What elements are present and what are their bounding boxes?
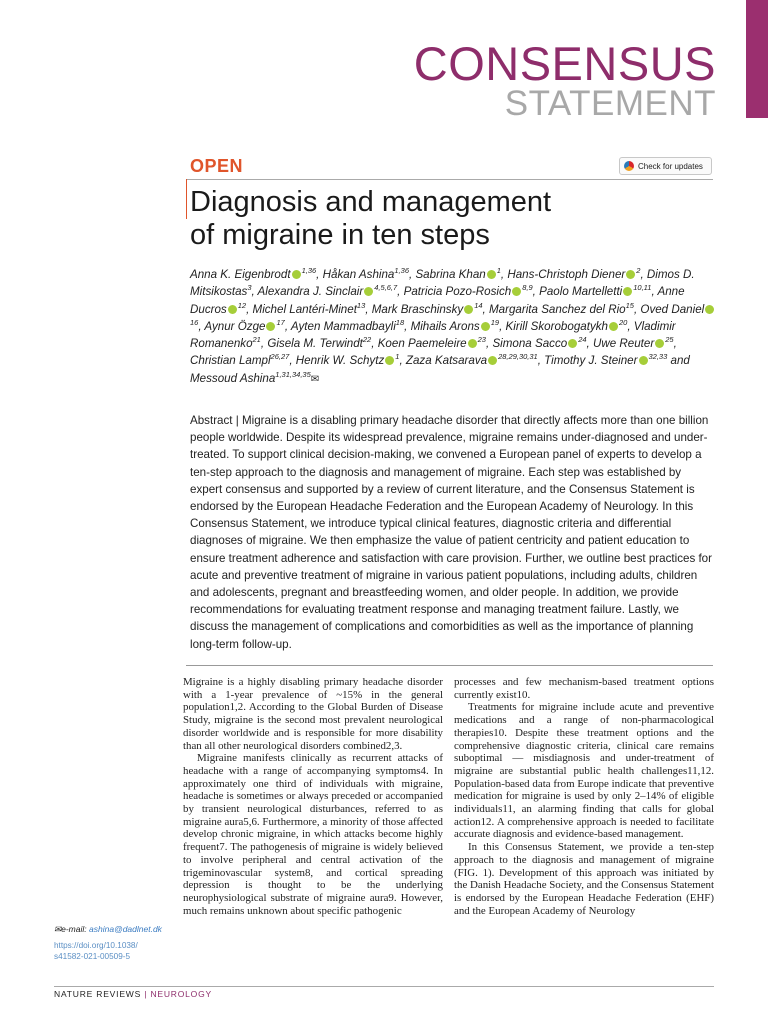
author-name: Uwe Reuter (593, 337, 655, 351)
author-affiliation: 22 (362, 335, 372, 345)
author-name: Patricia Pozo-Rosich (403, 285, 512, 299)
orcid-icon[interactable] (364, 287, 373, 296)
check-for-updates-button[interactable] (619, 157, 712, 175)
orcid-icon[interactable] (655, 339, 664, 348)
orcid-icon[interactable] (512, 287, 521, 296)
author-affiliation: 19 (490, 318, 500, 328)
author-affiliation: 4,5,6,7 (374, 283, 398, 293)
author-name: Anna K. Eigenbrodt (190, 268, 291, 281)
correspondence-email (54, 924, 162, 935)
orcid-icon[interactable] (609, 322, 618, 331)
journal-color-tab (746, 0, 768, 118)
title-line-2: of migraine in ten steps (190, 219, 490, 251)
author-name: Margarita Sanchez del Rio (489, 302, 626, 316)
publisher-name: NATURE REVIEWS (54, 989, 142, 999)
orcid-icon[interactable] (266, 322, 275, 331)
author-affiliation: 24 (578, 335, 587, 345)
section-label-consensus: CONSENSUS (413, 37, 716, 90)
body-column-left (183, 676, 443, 917)
author-affiliation: 26,27 (270, 352, 290, 362)
author-name: Aynur Özge (204, 319, 266, 333)
author-name: Anne Ducros (190, 285, 685, 316)
author-affiliation: 15 (625, 300, 634, 310)
article-title (190, 186, 690, 252)
author-name: Simona Sacco (492, 337, 568, 351)
body-paragraph: Migraine manifests clinically as recurrent attacks of headache with a range of accompanying symptoms4. In approximately one third of individuals with migraine, headache is sometimes or always preceded or accompanied by transient neurological disturbances, referred to as migraine aura5,6. Furthermore, a minority of those affected develop chronic migraine, in which attacks become highly frequent7. The pathogenesis of migraine is widely believed to involve peripheral and central activation of the trigeminovascular system8, and cortical spreading depression is thought to be the underlying neurophysiological substrate of migraine aura9. However, much remains unknown about specific pathogenic (183, 752, 443, 917)
author-name: Oved Daniel (640, 302, 705, 316)
author-name: Michel Lantéri-Minet (252, 302, 357, 316)
author-name: Christian Lampl (190, 354, 271, 368)
body-paragraph: In this Consensus Statement, we provide a ten-step approach to the diagnosis and management of migraine (FIG. 1). Development of this approach was initiated by the Danish Headache Society, and the Consensus Statement is endorsed by the European Headache Federation (EHF) and the European Academy of Neurology (454, 841, 714, 917)
check-for-updates-label: Check for updates (638, 161, 703, 171)
doi-line-2: s41582-021-00509-5 (54, 952, 131, 961)
author-name: Alexandra J. Sinclair (257, 285, 364, 299)
author-name: Gisela M. Terwindt (267, 337, 363, 351)
author-affiliation: 10,11 (633, 283, 652, 293)
author-affiliation: 17 (276, 318, 285, 328)
orcid-icon[interactable] (228, 305, 237, 314)
envelope-icon: ✉ (54, 924, 62, 934)
author-affiliation: 32,33 (648, 352, 668, 362)
journal-name: NEUROLOGY (150, 989, 212, 999)
author-affiliation: 8,9 (522, 283, 533, 293)
author-list: Anna K. Eigenbrodt $^{1,36}$, Håkan Ashina$^{1,36}$, Sabrina Khan $^1$, Hans-Christoph Diener $^2$, Dimos D. Mitsikostas$^3$, Alexandra J. Sinclair $^{4,5,6,7}$, Patricia Pozo-Rosich $^{8,9}$, Paolo Martelletti $^{10,11}$, Anne Ducros $^{12}$, Michel Lantéri-Minet$^{13}$, Mark Braschinsky $^{14}$, Margarita Sanchez del Rio$^{15}$, Oved Daniel$^{16}$, Aynur Özge $^{17}$, Ayten Mammadbayli$^{18}$, Mihails Arons $^{19}$, Kirill Skorobogatykh $^{20}$, Vladimir Romanenko$^{21}$, Gisela M. Terwindt$^{22}$, Koen Paemeleire $^{23}$, Simona Sacco $^{24}$, Uwe Reuter $^{25}$, Christian Lampl$^{26,27}$, Henrik W. Schytz $^1$, Zaza Katsarava $^{28,29,30,31}$, Timothy J. Steiner $^{32,33}$ and Messoud Ashina$^{1,31,34,35}$✉ (190, 266, 718, 388)
orcid-icon[interactable] (292, 270, 301, 279)
author-name: Dimos D. Mitsikostas (190, 268, 695, 299)
author-name: Koen Paemeleire (377, 337, 467, 351)
author-affiliation: 3 (247, 283, 252, 293)
footer-separator: | (144, 989, 148, 999)
orcid-icon[interactable] (626, 270, 635, 279)
author-affiliation: 16 (190, 318, 199, 328)
author-affiliation: 18 (395, 318, 405, 328)
author-affiliation: 20 (619, 318, 628, 328)
author-name: Sabrina Khan (415, 268, 486, 281)
crossmark-icon (624, 161, 634, 171)
footer-divider (54, 986, 714, 987)
author-name: Vladimir Romanenko (190, 319, 676, 351)
envelope-icon[interactable]: ✉ (310, 373, 320, 385)
author-name: Messoud Ashina (190, 371, 276, 385)
header-divider (186, 179, 713, 180)
email-label: e-mail: (61, 924, 87, 934)
author-name: Mihails Arons (410, 319, 480, 333)
author-name: Kirill Skorobogatykh (505, 319, 608, 333)
author-name: Paolo Martelletti (539, 285, 623, 299)
body-column-right (454, 676, 714, 917)
author-affiliation: 1 (496, 266, 501, 276)
author-name: Timothy J. Steiner (544, 354, 638, 368)
author-affiliation: 25 (665, 335, 674, 345)
orcid-icon[interactable] (705, 305, 714, 314)
title-line-1: Diagnosis and management (190, 186, 552, 218)
orcid-icon[interactable] (481, 322, 490, 331)
body-paragraph: Treatments for migraine include acute and preventive medications and a range of non-pharmacological therapies10. Despite these treatment options and the comprehensive diagnostic criteria, clinical care remains suboptimal — misdiagnosis and under-treatment of migraine are substantial public health challenges11,12. Population-based data from Europe indicate that preventive medication for migraine is used by only 2–14% of eligible individuals11, an alarming finding that calls for global action12. A comprehensive approach is needed to facilitate accurate diagnosis and evidence-based management. (454, 701, 714, 841)
author-affiliation: 12 (237, 300, 247, 310)
orcid-icon[interactable] (568, 339, 577, 348)
author-name: Henrik W. Schytz (295, 354, 385, 368)
orcid-icon[interactable] (639, 356, 648, 365)
email-link[interactable]: ashina@dadlnet.dk (89, 924, 162, 934)
author-affiliation: 13 (356, 300, 366, 310)
abstract-divider (186, 665, 713, 666)
doi-link[interactable] (54, 940, 164, 962)
author-name: Mark Braschinsky (371, 302, 464, 316)
author-affiliation: 21 (252, 335, 261, 345)
orcid-icon[interactable] (623, 287, 632, 296)
section-label-statement: STATEMENT (504, 84, 716, 123)
author-affiliation: 14 (474, 300, 483, 310)
title-accent-line (186, 179, 187, 219)
page-footer (54, 989, 212, 999)
author-affiliation: 1,36 (394, 266, 409, 276)
author-name: Håkan Ashina (322, 268, 395, 281)
author-name: Zaza Katsarava (405, 354, 488, 368)
body-paragraph: processes and few mechanism-based treatment options currently exist10. (454, 676, 714, 701)
orcid-icon[interactable] (487, 270, 496, 279)
orcid-icon[interactable] (488, 356, 497, 365)
body-paragraph: Migraine is a highly disabling primary headache disorder with a 1-year prevalence of ~15% in the general population1,2. According to the Global Burden of Disease Study, migraine is the second most prevalent neurological disorder worldwide and is responsible for more disability than all other neurological disorders combined2,3. (183, 676, 443, 752)
orcid-icon[interactable] (468, 339, 477, 348)
author-affiliation: 23 (477, 335, 486, 345)
doi-line-1: https://doi.org/10.1038/ (54, 941, 138, 950)
abstract: Abstract | Migraine is a disabling primary headache disorder that directly affects more than one billion people worldwide. Despite its widespread prevalence, migraine remains under-diagnosed and under-treated. To support clinical decision-making, we convened a European panel of experts to develop a ten-step approach to the diagnosis and management of migraine. Each step was established by expert consensus and supported by a review of current literature, and the Consensus Statement is endorsed by the European Headache Federation and the European Academy of Neurology. In this Consensus Statement, we introduce typical clinical features, diagnostic criteria and differential diagnoses of migraine. We then emphasize the value of patient centricity and patient education to ensure treatment adherence and satisfaction with care provision. Further, we outline best practices for acute and preventive treatment of migraine in various patient populations, including adults, children and adolescents, pregnant and breastfeeding women, and older people. In addition, we provide recommendations for evaluating treatment response and managing treatment failure. Lastly, we discuss the management of complications and comorbidities as well as the importance of planning long-term follow-up. (190, 414, 712, 651)
author-affiliation: 1,31,34,35 (275, 369, 311, 379)
author-affiliation: 1,36 (301, 266, 317, 276)
author-affiliation: 28,29,30,31 (498, 352, 538, 362)
author-name: Hans-Christoph Diener (507, 268, 626, 281)
orcid-icon[interactable] (464, 305, 473, 314)
author-affiliation: 1 (395, 352, 400, 362)
open-access-label: OPEN (190, 156, 244, 176)
author-name: Ayten Mammadbayli (290, 319, 396, 333)
author-affiliation: 2 (636, 266, 641, 276)
orcid-icon[interactable] (385, 356, 394, 365)
